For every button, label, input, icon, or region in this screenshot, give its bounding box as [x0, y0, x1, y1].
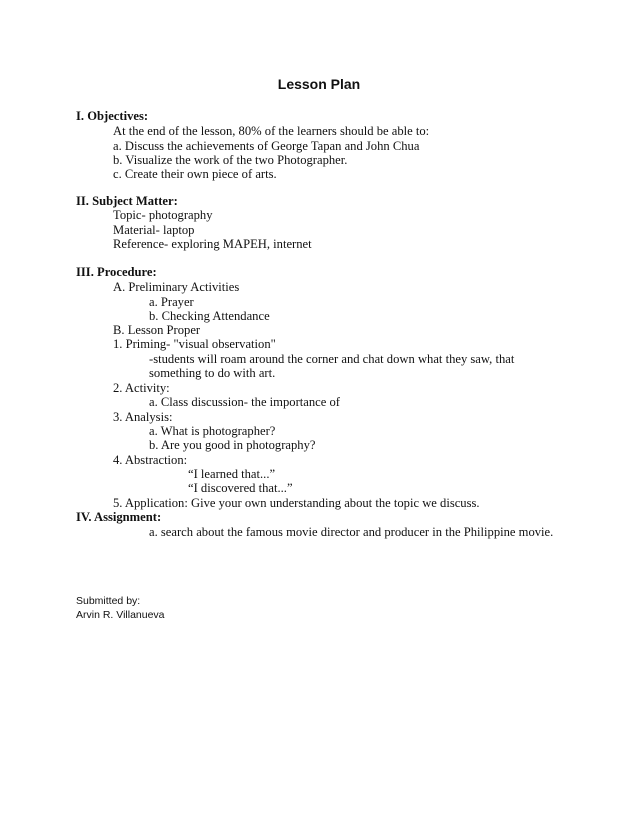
procedure-analysis-item: b. Are you good in photography? [149, 438, 316, 452]
assignment-heading: IV. Assignment: [76, 510, 162, 524]
subject-matter-item: Topic- photography [113, 208, 213, 222]
procedure-lesson-proper: B. Lesson Proper [113, 323, 201, 337]
subject-matter-item: Reference- exploring MAPEH, internet [113, 237, 312, 251]
procedure-abstraction: 4. Abstraction: [113, 453, 188, 467]
procedure-heading: III. Procedure: [76, 265, 157, 279]
subject-matter-heading: II. Subject Matter: [76, 194, 178, 208]
objective-item: a. Discuss the achievements of George Tapan and John Chua [113, 139, 420, 153]
procedure-priming-detail: -students will roam around the corner and chat down what they saw, that [149, 352, 515, 366]
procedure-attendance: b. Checking Attendance [149, 309, 270, 323]
procedure-analysis-item: a. What is photographer? [149, 424, 276, 438]
procedure-abstraction-item: “I discovered that...” [188, 481, 293, 495]
page-title: Lesson Plan [277, 76, 361, 92]
subject-matter-item: Material- laptop [113, 223, 195, 237]
objectives-heading: I. Objectives: [76, 109, 149, 123]
procedure-preliminary: A. Preliminary Activities [113, 280, 240, 294]
objective-item: b. Visualize the work of the two Photographer. [113, 153, 348, 167]
procedure-analysis: 3. Analysis: [113, 410, 173, 424]
assignment-item: a. search about the famous movie director and producer in the Philippine movie. [149, 525, 554, 539]
procedure-prayer: a. Prayer [149, 295, 194, 309]
submitted-by-label: Submitted by: [76, 595, 141, 607]
procedure-activity: 2. Activity: [113, 381, 170, 395]
procedure-abstraction-item: “I learned that...” [188, 467, 276, 481]
procedure-priming: 1. Priming- "visual observation" [113, 337, 276, 351]
procedure-activity-item: a. Class discussion- the importance of [149, 395, 340, 409]
procedure-application: 5. Application: Give your own understanding about the topic we discuss. [113, 496, 480, 510]
objectives-intro: At the end of the lesson, 80% of the learners should be able to: [113, 124, 430, 138]
submitter-name: Arvin R. Villanueva [76, 609, 165, 621]
objective-item: c. Create their own piece of arts. [113, 167, 277, 181]
procedure-priming-detail: something to do with art. [149, 366, 276, 380]
